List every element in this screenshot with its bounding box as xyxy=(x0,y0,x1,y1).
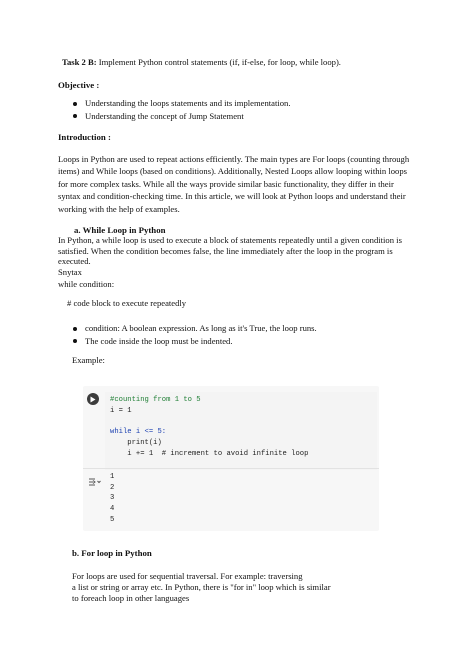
output-toggle-icon[interactable] xyxy=(88,474,102,484)
for-loop-line: For loops are used for sequential traversal. For example: traversing xyxy=(72,571,303,581)
while-bullets xyxy=(72,322,317,347)
objective-heading: Objective : xyxy=(58,80,100,90)
introduction-paragraph: Loops in Python are used to repeat actions efficiently. The main types are For loops (counting through items) and While loops (based on conditions). Additionally, Nested Loops allow looping within loops for more complex tasks. While all the ways provide similar basic functionality, they differ in their syntax and condition-checking time. In this article, we will look at Python loops and understand their working with the help of examples. xyxy=(58,154,410,214)
output-divider xyxy=(83,468,379,469)
output-line: 5 xyxy=(110,515,115,524)
code-line xyxy=(110,438,308,449)
syntax-comment: # code block to execute repeatedly xyxy=(67,298,187,308)
syntax-label: Snytax xyxy=(58,267,82,277)
objective-item: Understanding the concept of Jump Statement xyxy=(72,110,291,123)
code-text[interactable] xyxy=(110,395,308,460)
code-line-2: i = 1 xyxy=(110,406,132,415)
code-line-4: while i <= 5: xyxy=(110,428,167,437)
introduction-heading: Introduction : xyxy=(58,132,111,142)
task-text: Implement Python control statements (if, if-else, for loop, while loop). xyxy=(96,57,341,67)
for-loop-line: a list or string or array etc. In Python, there is "for in" loop which is similar xyxy=(72,581,331,592)
while-loop-paragraph: In Python, a while loop is used to execute a block of statements repeatedly until a given condition is satisfied. When the condition becomes false, the line immediately after the loop in the program is executed. xyxy=(58,235,402,267)
output-line: 3 xyxy=(110,494,115,503)
code-line-5: print(i) xyxy=(110,439,162,448)
while-loop-heading: a. While Loop in Python xyxy=(74,225,166,235)
code-line xyxy=(110,417,308,428)
output-line: 1 xyxy=(110,473,115,481)
syntax-line: while condition: xyxy=(58,279,115,289)
while-bullet-item: The code inside the loop must be indented. xyxy=(72,335,317,348)
code-line xyxy=(110,449,308,460)
task-title xyxy=(62,57,341,67)
objective-item: Understanding the loops statements and its implementation. xyxy=(72,97,291,110)
code-output xyxy=(110,472,114,526)
code-line xyxy=(110,406,308,417)
for-loop-heading: b. For loop in Python xyxy=(72,548,152,558)
code-cell xyxy=(83,386,379,531)
code-line xyxy=(110,395,308,406)
task-label: Task 2 B: xyxy=(62,57,97,67)
while-bullet-item: condition: A boolean expression. As long as it's True, the loop runs. xyxy=(72,322,317,335)
output-line: 4 xyxy=(110,505,115,514)
example-label: Example: xyxy=(72,355,105,365)
for-loop-line: to foreach loop in other languages xyxy=(72,592,190,603)
objective-list xyxy=(72,97,291,122)
code-line-6: i += 1 # increment to avoid infinite loop xyxy=(110,449,309,458)
code-line xyxy=(110,427,308,438)
play-icon[interactable] xyxy=(87,393,99,405)
for-loop-paragraph xyxy=(72,571,331,603)
output-line: 2 xyxy=(110,483,115,492)
code-line-1: #counting from 1 to 5 xyxy=(110,396,201,404)
